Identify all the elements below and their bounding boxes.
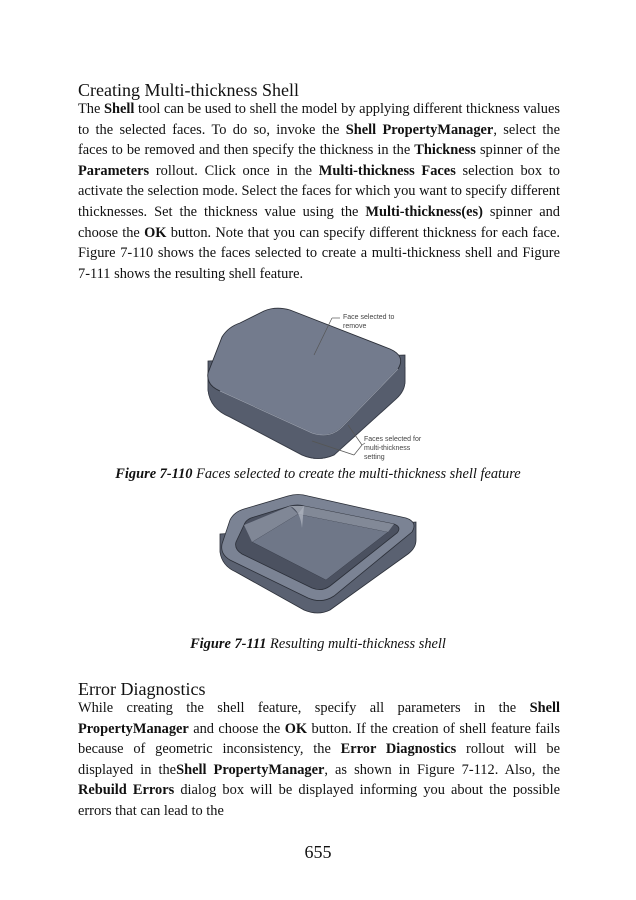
paragraph-multi-thickness — [78, 99, 560, 284]
caption-text: Faces selected to create the multi-thickness shell feature — [192, 466, 521, 482]
text-run: and choose the — [188, 720, 285, 737]
paragraph-error-diagnostics — [78, 698, 560, 822]
caption-label: Figure 7-110 — [115, 466, 193, 482]
bold-term: Shell — [104, 101, 135, 117]
text-run: , select the faces to be removed and then specify the thickness in the — [78, 121, 560, 159]
text-run: spinner of the — [475, 142, 560, 159]
callout-top-line2: remove — [343, 323, 367, 330]
bold-term: OK — [284, 720, 308, 737]
bold-term: Error Diagnostics — [340, 741, 457, 758]
text-run: spinner and choose the — [78, 203, 560, 241]
text-run: button. Note that you can specify different thickness for each face. Figure 7-110 shows the faces selected to create a multi-thickness shell and Figure 7-111 shows the resulting shell feature. — [78, 224, 560, 282]
figure-7-110-caption — [0, 466, 636, 483]
caption-text: Resulting multi-thickness shell — [266, 636, 446, 652]
bold-term: Thickness — [414, 142, 476, 159]
text-run: rollout will be displayed in the — [78, 741, 560, 778]
figure-7-111-caption — [0, 636, 636, 653]
caption-label: Figure 7-111 — [190, 636, 267, 652]
bold-term: Shell PropertyManager — [176, 761, 325, 778]
text-run: button. If the creation of shell feature fails because of geometric inconsistency, the — [78, 720, 560, 758]
callout-bottom-line1: Faces selected for — [364, 436, 422, 443]
bold-term: Multi-thickness(es) — [365, 203, 483, 220]
text-run: The — [78, 101, 104, 117]
section-heading-multi-thickness: Creating Multi-thickness Shell — [78, 80, 299, 100]
text-run: selection box to activate the selection mode. Select the faces for which you want to specify different thicknesses. Set the thickness value using the — [78, 162, 560, 220]
figure-7-111-image — [218, 492, 418, 622]
bold-term: Parameters — [78, 162, 150, 179]
page-number: 655 — [304, 842, 332, 862]
bold-term: Multi-thickness Faces — [318, 162, 456, 179]
text-run: dialog box will be displayed informing you about the possible errors that can lead to the — [78, 782, 560, 819]
callout-bottom-line2: multi-thickness — [364, 445, 411, 452]
bold-term: OK — [144, 224, 167, 241]
bold-term: Rebuild Errors — [78, 782, 175, 799]
callout-top-line1: Face selected to — [343, 314, 395, 321]
text-run: , as shown in Figure 7-112. Also, the — [324, 761, 560, 778]
text-run: rollout. Click once in the — [149, 162, 319, 179]
callout-bottom-line3: setting — [364, 454, 385, 461]
figure-7-110-image — [200, 305, 460, 465]
text-run: While creating the shell feature, specify all parameters in the — [78, 700, 530, 716]
section-heading-error-diagnostics: Error Diagnostics — [78, 679, 206, 699]
text-run: tool can be used to shell the model by applying different thickness values to the selected faces. To do so, invoke the — [78, 101, 560, 138]
bold-term: Shell PropertyManager — [345, 121, 494, 138]
bold-term: Shell PropertyManager — [78, 700, 560, 737]
